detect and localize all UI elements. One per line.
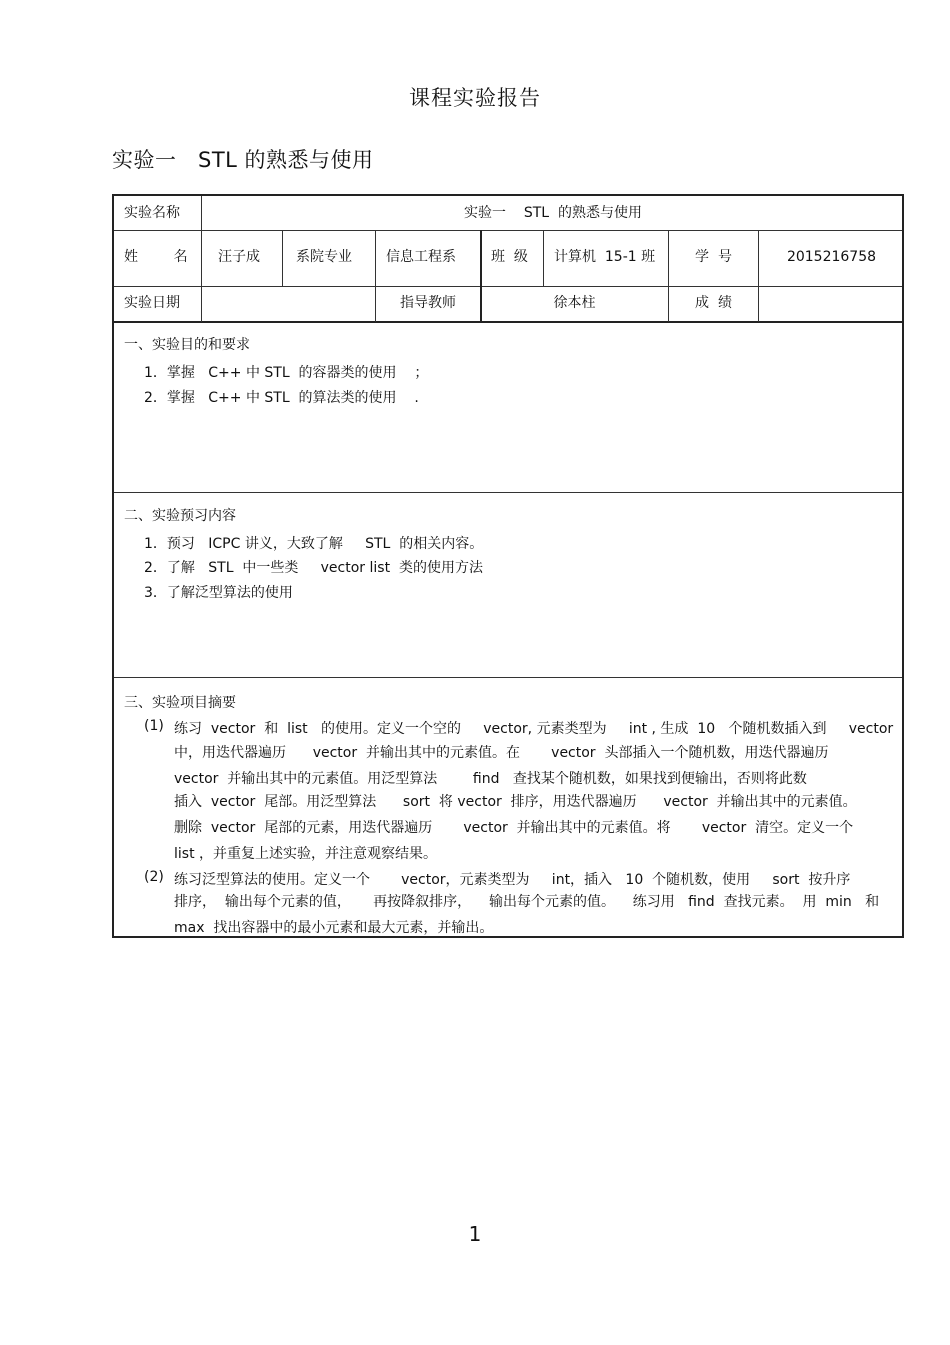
column-divider: [543, 230, 544, 286]
student-name-value: 汪子成: [218, 249, 260, 265]
document-title: 课程实验报告: [409, 86, 541, 110]
student-id-label: 学 号: [695, 249, 732, 265]
preview-item: 2．了解 STL 中一些类 vector list 类的使用方法: [144, 560, 483, 576]
row-divider: [114, 321, 902, 323]
student-name-label: 姓 名: [124, 249, 188, 265]
summary-section-title: 三、实验项目摘要: [124, 695, 236, 711]
summary-item-line: max 找出容器中的最小元素和最大元素，并输出。: [174, 920, 494, 936]
summary-item-line: 练习 vector 和 list 的使用。定义一个空的 vector, 元素类型为 int , 生成 10 个随机数插入到 vector: [174, 721, 894, 737]
row-divider: [114, 230, 902, 231]
student-id-value: 2015216758: [786, 249, 877, 265]
objective-item: 2．掌握 C++ 中 STL 的算法类的使用 .: [144, 390, 419, 406]
score-label: 成 绩: [695, 295, 732, 311]
instructor-label: 指导教师: [400, 295, 456, 311]
page-number: 1: [468, 1222, 482, 1246]
summary-item-line: list ，并重复上述实验，并注意观察结果。: [174, 846, 438, 862]
summary-item-line: vector 并输出其中的元素值。用泛型算法 find 查找某个随机数，如果找到便输出，否则将此数: [174, 771, 807, 787]
summary-item-line: 中，用迭代器遍历 vector 并输出其中的元素值。在 vector 头部插入一个随机数，用迭代器遍历: [174, 745, 829, 761]
row-divider: [114, 286, 902, 287]
preview-section-title: 二、实验预习内容: [124, 508, 236, 524]
objective-item: 1．掌握 C++ 中 STL 的容器类的使用 ；: [144, 365, 429, 381]
class-label: 班 级: [491, 249, 528, 265]
preview-item: 1．预习 ICPC 讲义，大致了解 STL 的相关内容。: [144, 536, 484, 552]
date-label: 实验日期: [124, 295, 180, 311]
section-divider: [114, 677, 902, 678]
summary-item-line: 删除 vector 尾部的元素，用迭代器遍历 vector 并输出其中的元素值。将 vector 清空。定义一个: [174, 820, 854, 836]
department-label: 系院专业: [296, 249, 352, 265]
experiment-name-label: 实验名称: [124, 205, 180, 221]
summary-item-number: (1): [144, 718, 164, 734]
summary-item-line: 排序， 输出每个元素的值， 再按降叙排序， 输出每个元素的值。 练习用 find 查找元素。 用 min 和: [174, 894, 880, 910]
summary-item-line: 插入 vector 尾部。用泛型算法 sort 将 vector 排序，用迭代器遍历 vector 并输出其中的元素值。: [174, 794, 857, 810]
instructor-value: 徐本柱: [553, 295, 596, 311]
preview-item: 3．了解泛型算法的使用: [144, 585, 293, 601]
department-value: 信息工程系: [386, 249, 456, 265]
class-value: 计算机 15-1 班: [554, 249, 656, 265]
objectives-section-title: 一、实验目的和要求: [124, 337, 250, 353]
experiment-heading: 实验一 STL 的熟悉与使用: [112, 148, 374, 172]
report-form: [112, 194, 904, 938]
summary-item-number: (2): [144, 869, 164, 885]
section-divider: [114, 492, 902, 493]
column-divider: [282, 230, 283, 286]
experiment-name-value: 实验一 STL 的熟悉与使用: [464, 205, 642, 221]
summary-item-line: 练习泛型算法的使用。定义一个 vector，元素类型为 int，插入 10 个随机数，使用 sort 按升序: [174, 872, 851, 888]
column-divider: [758, 230, 759, 322]
